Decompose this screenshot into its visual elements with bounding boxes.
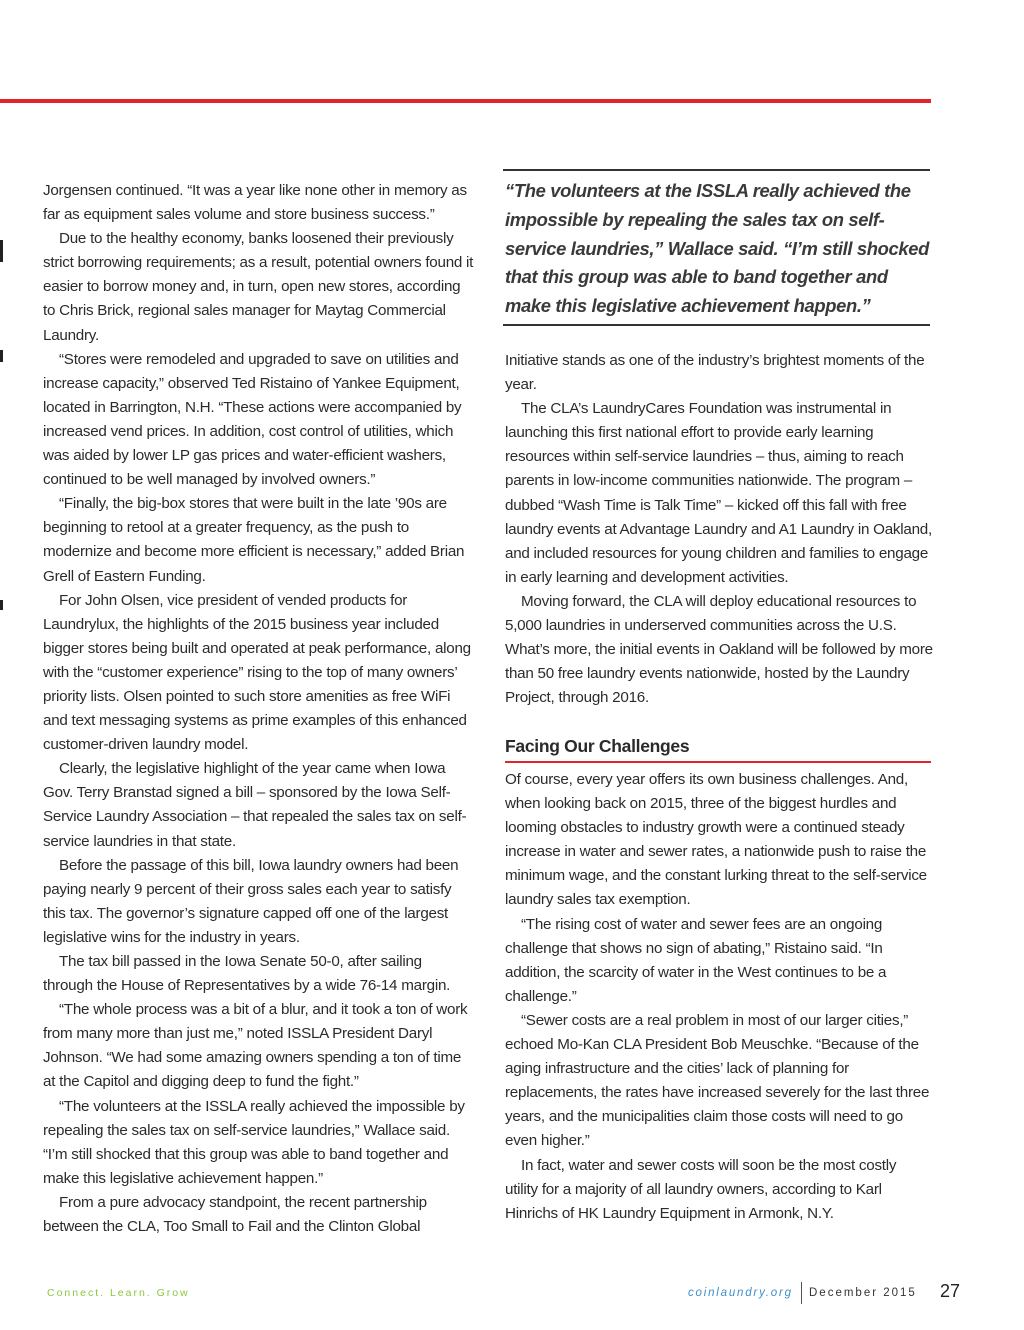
article-paragraph: “Sewer costs are a real problem in most of our larger cities,” echoed Mo-Kan CLA President Bob Meuschke. “Because of the aging infrastructure and the cities’ lack of planning for replacements, the rates have increased severely for the last three years, and the municipalities claim those costs will need to go even higher.” bbox=[505, 1011, 930, 1150]
pull-quote-text: “The volunteers at the ISSLA really achieved the impossible by repealing the sales tax on self-service laundries,” Wallace said. “I’m still shocked that this group was able to band together and make this legislative achievement happen.” bbox=[505, 180, 930, 317]
article-paragraph: Jorgensen continued. “It was a year like none other in memory as far as equipment sales volume and store business success.” bbox=[43, 182, 467, 224]
footer-issue-date: December 2015 bbox=[809, 1287, 917, 1299]
article-paragraph: Before the passage of this bill, Iowa laundry owners had been paying nearly 9 percent of their gross sales each year to satisfy this tax. The governor’s signature capped off one of the largest legislative wins for the industry in years. bbox=[43, 856, 459, 946]
article-paragraph: “The volunteers at the ISSLA really achieved the impossible by repealing the sales tax on self-service laundries,” Wallace said. “I’m still shocked that this group was able to band together and make this legislative achievement happen.” bbox=[43, 1097, 465, 1187]
article-paragraph: In fact, water and sewer costs will soon be the most costly utility for a majority of all laundry owners, according to Karl Hinrichs of HK Laundry Equipment in Armonk, N.Y. bbox=[505, 1156, 897, 1222]
section-body bbox=[505, 768, 933, 1226]
article-paragraph: The tax bill passed in the Iowa Senate 50-0, after sailing through the House of Representatives by a wide 76-14 margin. bbox=[43, 953, 451, 995]
article-paragraph: “The rising cost of water and sewer fees are an ongoing challenge that shows no sign of abating,” Ristaino said. “In addition, the scarcity of water in the West continues to be a challenge.” bbox=[505, 915, 887, 1005]
page-edge-mark bbox=[0, 350, 3, 362]
page-number: 27 bbox=[940, 1281, 961, 1301]
right-article-column bbox=[505, 349, 933, 710]
article-paragraph: “Stores were remodeled and upgraded to save on utilities and increase capacity,” observed Ted Ristaino of Yankee Equipment, located in Barrington, N.H. “These actions were accompanied by increased vend prices. In addition, cost control of utilities, which was aided by lower LP gas prices and water-efficient washers, continued to be well managed by involved owners.” bbox=[43, 350, 462, 489]
footer-divider bbox=[801, 1282, 802, 1304]
article-paragraph: The CLA’s LaundryCares Foundation was instrumental in launching this first national effort to provide early learning resources within self-service laundries – thus, aiming to reach parents in low-income communities nationwide. The program – dubbed “Wash Time is Talk Time” – kicked off this fall with free laundry events at Advantage Laundry and A1 Laundry in Oakland, and included resources for young children and families to engage in early learning and development activities. bbox=[505, 400, 932, 586]
section-heading: Facing Our Challenges bbox=[505, 733, 931, 763]
article-paragraph: For John Olsen, vice president of vended products for Laundrylux, the highlights of the 2015 business year included bigger stores being built and operated at peak performance, along with the “customer experience” rising to the top of many owners’ priority lists. Olsen pointed to such store amenities as free WiFi and text messaging systems as prime examples of this enhanced customer-driven laundry model. bbox=[43, 591, 471, 754]
article-paragraph: Due to the healthy economy, banks loosened their previously strict borrowing requirements; as a result, potential owners found it easier to borrow money and, in turn, open new stores, according to Chris Brick, regional sales manager for Maytag Commercial Laundry. bbox=[43, 230, 474, 344]
article-paragraph: From a pure advocacy standpoint, the recent partnership between the CLA, Too Small to Fail and the Clinton Global bbox=[43, 1193, 427, 1236]
pull-quote bbox=[503, 169, 930, 326]
article-paragraph: Moving forward, the CLA will deploy educational resources to 5,000 laundries in underserved communities across the U.S. What’s more, the initial events in Oakland will be followed by more than 50 free laundry events nationwide, hosted by the Laundry Project, through 2016. bbox=[505, 592, 933, 707]
page-edge-mark bbox=[0, 240, 3, 262]
article-paragraph: Initiative stands as one of the industry’s brightest moments of the year. bbox=[505, 352, 925, 394]
page-edge-mark bbox=[0, 600, 3, 610]
footer-website-link[interactable]: coinlaundry.org bbox=[688, 1287, 793, 1299]
article-paragraph: Clearly, the legislative highlight of the year came when Iowa Gov. Terry Branstad signed a bill – sponsored by the Iowa Self-Service Laundry Association – that repealed the sales tax on self-service laundries in that state. bbox=[43, 760, 467, 850]
header-accent-rule bbox=[0, 99, 931, 103]
left-article-column bbox=[43, 179, 475, 1239]
article-paragraph: “The whole process was a bit of a blur, and it took a ton of work from many more than just me,” noted ISSLA President Daryl Johnson. “We had some amazing owners spending a ton of time at the Capitol and digging deep to fund the fight.” bbox=[43, 1001, 468, 1091]
article-paragraph: Of course, every year offers its own business challenges. And, when looking back on 2015, three of the biggest hurdles and looming obstacles to industry growth were a continued steady increase in water and sewer rates, a nationwide push to raise the minimum wage, and the constant lurking threat to the self-service laundry sales tax exemption. bbox=[505, 771, 927, 909]
footer-tagline: Connect. Learn. Grow bbox=[47, 1287, 190, 1299]
article-paragraph: “Finally, the big-box stores that were built in the late ’90s are beginning to retool at a greater frequency, as the push to modernize and become more efficient is necessary,” added Brian Grell of Eastern Funding. bbox=[43, 495, 465, 585]
